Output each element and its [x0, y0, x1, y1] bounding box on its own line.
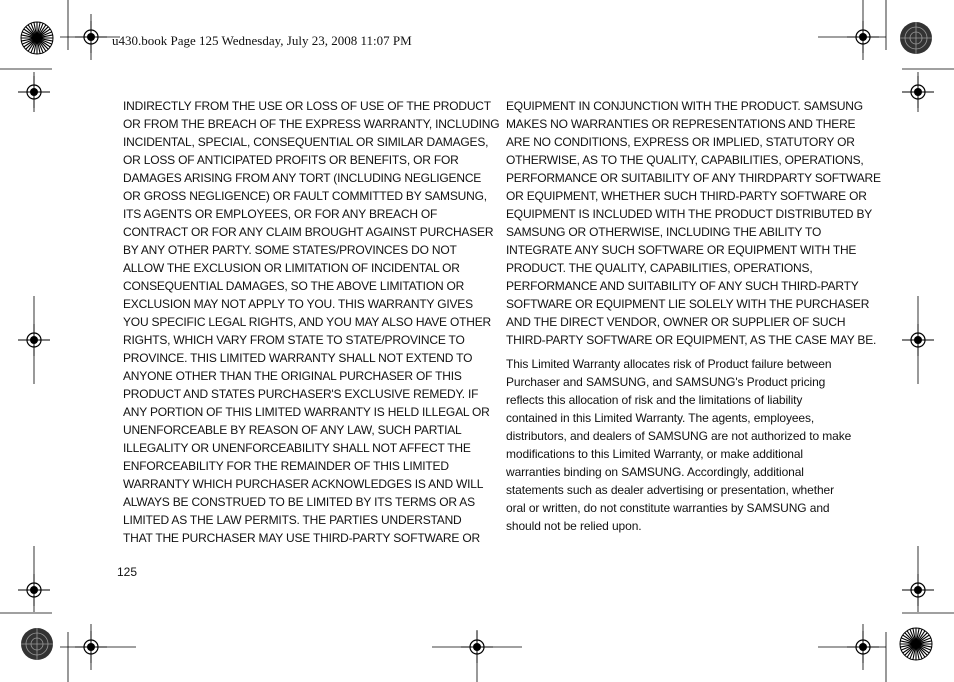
text-line: BY ANY OTHER PARTY. SOME STATES/PROVINCES DO NOT [123, 243, 457, 257]
text-line: INTEGRATE ANY SUCH SOFTWARE OR EQUIPMENT WITH THE [506, 243, 857, 257]
text-line: OR FROM THE BREACH OF THE EXPRESS WARRANTY, INCLUDING [123, 117, 500, 131]
warranty-text-right [506, 97, 881, 349]
text-line: ALLOW THE EXCLUSION OR LIMITATION OF INCIDENTAL OR [123, 261, 460, 275]
text-line: WARRANTY WHICH PURCHASER ACKNOWLEDGES IS AND WILL [123, 477, 484, 491]
text-line: ENFORCEABILITY FOR THE REMAINDER OF THIS LIMITED [123, 459, 449, 473]
text-line: DAMAGES ARISING FROM ANY TORT (INCLUDING NEGLIGENCE [123, 171, 482, 185]
text-line: LIMITED AS THE LAW PERMITS. THE PARTIES UNDERSTAND [123, 513, 462, 527]
text-line: RIGHTS, WHICH VARY FROM STATE TO STATE/PROVINCE TO [123, 333, 465, 347]
warranty-text-left [123, 97, 500, 547]
text-line: THAT THE PURCHASER MAY USE THIRD-PARTY SOFTWARE OR [123, 531, 480, 545]
right-column [506, 97, 881, 535]
text-line: ARE NO CONDITIONS, EXPRESS OR IMPLIED, STATUTORY OR [506, 135, 855, 149]
text-line: EQUIPMENT IN CONJUNCTION WITH THE PRODUCT. SAMSUNG [506, 99, 863, 113]
text-line: ANYONE OTHER THAN THE ORIGINAL PURCHASER OF THIS [123, 369, 462, 383]
text-line: ALWAYS BE CONSTRUED TO BE LIMITED BY ITS TERMS OR AS [123, 495, 475, 509]
text-line: SOFTWARE OR EQUIPMENT LIE SOLELY WITH THE PURCHASER [506, 297, 870, 311]
text-line: modifications to this Limited Warranty, or make additional [506, 447, 803, 461]
text-line: SAMSUNG OR OTHERWISE, INCLUDING THE ABILITY TO [506, 225, 822, 239]
text-line: EQUIPMENT IS INCLUDED WITH THE PRODUCT DISTRIBUTED BY [506, 207, 873, 221]
text-line: contained in this Limited Warranty. The agents, employees, [506, 411, 815, 425]
text-line: PRODUCT. THE QUALITY, CAPABILITIES, OPERATIONS, [506, 261, 813, 275]
limited-warranty-paragraph [506, 355, 851, 535]
text-line: INDIRECTLY FROM THE USE OR LOSS OF USE OF THE PRODUCT [123, 99, 491, 113]
text-line: OTHERWISE, AS TO THE QUALITY, CAPABILITIES, OPERATIONS, [506, 153, 864, 167]
text-line: should not be relied upon. [506, 519, 642, 533]
text-line: AND THE DIRECT VENDOR, OWNER OR SUPPLIER OF SUCH [506, 315, 846, 329]
text-line: PROVINCE. THIS LIMITED WARRANTY SHALL NOT EXTEND TO [123, 351, 473, 365]
text-line: ILLEGALITY OR UNENFORCEABILITY SHALL NOT AFFECT THE [123, 441, 471, 455]
left-column [123, 97, 500, 547]
text-line: OR LOSS OF ANTICIPATED PROFITS OR BENEFITS, OR FOR [123, 153, 459, 167]
text-line: CONSEQUENTIAL DAMAGES, SO THE ABOVE LIMITATION OR [123, 279, 465, 293]
text-line: YOU SPECIFIC LEGAL RIGHTS, AND YOU MAY ALSO HAVE OTHER [123, 315, 491, 329]
text-line: reflects this allocation of risk and the limitations of liability [506, 393, 803, 407]
text-line: EXCLUSION MAY NOT APPLY TO YOU. THIS WARRANTY GIVES [123, 297, 473, 311]
page-number: 125 [117, 565, 138, 579]
text-line: PERFORMANCE OR SUITABILITY OF ANY THIRDPARTY SOFTWARE [506, 171, 881, 185]
text-line: statements such as dealer advertising or presentation, whether [506, 483, 834, 497]
text-line: PERFORMANCE AND SUITABILITY OF ANY SUCH THIRD-PARTY [506, 279, 859, 293]
text-line: oral or written, do not constitute warranties by SAMSUNG and [506, 501, 830, 515]
text-line: distributors, and dealers of SAMSUNG are not authorized to make [506, 429, 852, 443]
text-line: THIRD-PARTY SOFTWARE OR EQUIPMENT, AS THE CASE MAY BE. [506, 333, 877, 347]
print-slug: u430.book Page 125 Wednesday, July 23, 2008 11:07 PM [112, 33, 412, 48]
text-line: ITS AGENTS OR EMPLOYEES, OR FOR ANY BREACH OF [123, 207, 438, 221]
text-line: Purchaser and SAMSUNG, and SAMSUNG's Product pricing [506, 375, 826, 389]
text-line: PRODUCT AND STATES PURCHASER'S EXCLUSIVE REMEDY. IF [123, 387, 479, 401]
text-line: MAKES NO WARRANTIES OR REPRESENTATIONS AND THERE [506, 117, 856, 131]
text-line: CONTRACT OR FOR ANY CLAIM BROUGHT AGAINST PURCHASER [123, 225, 494, 239]
text-line: OR EQUIPMENT, WHETHER SUCH THIRD-PARTY SOFTWARE OR [506, 189, 867, 203]
text-line: This Limited Warranty allocates risk of Product failure between [506, 357, 832, 371]
text-line: ANY PORTION OF THIS LIMITED WARRANTY IS HELD ILLEGAL OR [123, 405, 490, 419]
text-line: INCIDENTAL, SPECIAL, CONSEQUENTIAL OR SIMILAR DAMAGES, [123, 135, 489, 149]
text-line: OR GROSS NEGLIGENCE) OR FAULT COMMITTED BY SAMSUNG, [123, 189, 487, 203]
text-line: UNENFORCEABLE BY REASON OF ANY LAW, SUCH PARTIAL [123, 423, 462, 437]
text-line: warranties binding on SAMSUNG. Accordingly, additional [506, 465, 804, 479]
